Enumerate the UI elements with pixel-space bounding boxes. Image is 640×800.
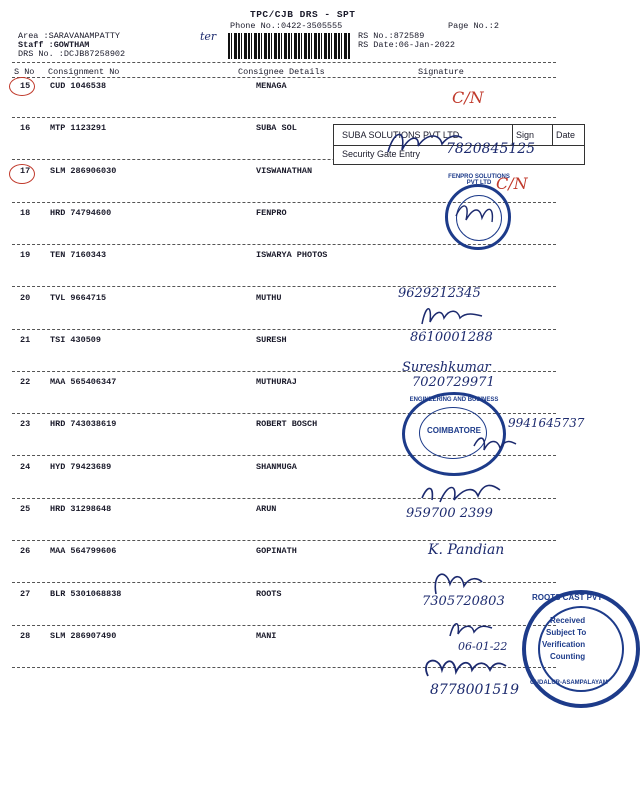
- row-25-signature: K. Pandian: [428, 542, 505, 558]
- fenpro-signature-scribble: [452, 198, 498, 228]
- row-consignee: MENAGA: [256, 81, 287, 91]
- row-consignment-no: BLR 5301068838: [50, 589, 122, 599]
- row-sno: 20: [20, 293, 31, 303]
- col-header-consignment: Consignment No: [48, 67, 120, 77]
- roots-place-text: GUDALUR-ASAMPALAYAM: [530, 680, 608, 686]
- row-26-phone: 7305720803: [422, 594, 505, 609]
- row-sno: 24: [20, 462, 31, 472]
- row-consignment-no: SLM 286906030: [50, 166, 117, 176]
- row-sno: 15: [20, 81, 31, 91]
- fenpro-ring-text: FENPRO SOLUTIONS PVT LTD: [448, 174, 510, 186]
- row-sno: 19: [20, 250, 31, 260]
- row-consignee: GOPINATH: [256, 546, 297, 556]
- row-consignment-no: HRD 74794600: [50, 208, 112, 218]
- row-24-phone: 959700 2399: [406, 506, 493, 521]
- suba-sign-label: Sign: [516, 130, 535, 140]
- row-consignment-no: TVL 9664715: [50, 293, 107, 303]
- row-consignment-no: HRD 743038619: [50, 419, 117, 429]
- suba-signature-scribble: [380, 124, 470, 164]
- page-number: Page No.:2: [448, 21, 500, 31]
- row-sno: 21: [20, 335, 31, 345]
- bosch-center-text: COIMBATORE: [427, 426, 481, 435]
- col-header-consignee: Consignee Details: [238, 67, 325, 77]
- drs-number: DRS No. :DCJB87258902: [18, 49, 126, 59]
- roots-subject-text: Subject To: [546, 628, 587, 637]
- cn-mark-row-17: C/N: [496, 174, 528, 193]
- roots-counting-text: Counting: [550, 652, 586, 661]
- column-header-rule: [12, 77, 556, 78]
- row-consignment-no: MAA 564799606: [50, 546, 117, 556]
- row-20-signature: [418, 302, 488, 328]
- row-27-date: 06-01-22: [458, 640, 508, 653]
- row-23-signature: [470, 430, 520, 456]
- row-sno: 16: [20, 123, 31, 133]
- row-consignment-no: MTP 1123291: [50, 123, 107, 133]
- row-consignee: MUTHURAJ: [256, 377, 297, 387]
- row-consignee: ARUN: [256, 504, 277, 514]
- cn-mark-row-15: C/N: [452, 88, 484, 107]
- row-sno: 18: [20, 208, 31, 218]
- row-21-signature: Sureshkumar: [402, 360, 491, 375]
- roots-received-text: Received: [550, 616, 586, 625]
- row-20-phone-bottom: 8610001288: [410, 330, 493, 345]
- col-header-signature: Signature: [418, 67, 464, 77]
- suba-handwritten-number: 7820845125: [446, 141, 536, 157]
- row-consignment-no: TSI 430509: [50, 335, 102, 345]
- row-consignment-no: SLM 286907490: [50, 631, 117, 641]
- row-consignee: MANI: [256, 631, 277, 641]
- row-consignee: SURESH: [256, 335, 287, 345]
- bosch-ring-text: ENGINEERING AND BUSINESS: [409, 397, 499, 403]
- row-consignment-no: MAA 565406347: [50, 377, 117, 387]
- document-title: TPC/CJB DRS - SPT: [250, 9, 356, 20]
- roots-verification-text: Verification: [542, 640, 586, 649]
- row-sno: 22: [20, 377, 31, 387]
- row-consignment-no: TEN 7160343: [50, 250, 107, 260]
- row-consignee: VISWANATHAN: [256, 166, 313, 176]
- header-rule: [12, 62, 556, 63]
- suba-gate-entry-label: Security Gate Entry: [342, 149, 421, 159]
- row-20-phone-top: 9629212345: [398, 286, 481, 301]
- row-divider: [12, 117, 556, 118]
- row-consignment-no: CUD 1046538: [50, 81, 107, 91]
- rs-date: RS Date:06-Jan-2022: [358, 40, 455, 50]
- row-consignee: ROOTS: [256, 589, 282, 599]
- row-consignee: FENPRO: [256, 208, 287, 218]
- row-24-signature: [418, 478, 508, 508]
- roots-cast-stamp: [522, 590, 640, 708]
- row-21-phone: 7020729971: [412, 375, 495, 390]
- row-23-phone: 9941645737: [508, 416, 585, 430]
- row-28-signature: [420, 652, 510, 686]
- suba-date-label: Date: [556, 130, 576, 140]
- row-divider: [12, 540, 556, 541]
- row-28-phone: 8778001519: [430, 682, 520, 698]
- phone-number: Phone No.:0422-3505555: [230, 21, 343, 31]
- row-sno: 23: [20, 419, 31, 429]
- row-15-circle-mark: [9, 77, 35, 96]
- suba-company-name: SUBA SOLUTIONS PVT LTD: [342, 130, 460, 140]
- row-sno: 28: [20, 631, 31, 641]
- row-consignee: MUTHU: [256, 293, 282, 303]
- roots-ring-text: ROOTS CAST PVT: [532, 593, 603, 602]
- row-consignee: ISWARYA PHOTOS: [256, 250, 328, 260]
- row-sno: 26: [20, 546, 31, 556]
- row-consignment-no: HRD 31298648: [50, 504, 112, 514]
- staff-field: Staff :GOWTHAM: [18, 40, 90, 50]
- row-consignee: SHANMUGA: [256, 462, 297, 472]
- row-consignee: ROBERT BOSCH: [256, 419, 318, 429]
- col-header-sno: S No: [14, 67, 35, 77]
- barcode: [228, 33, 350, 59]
- row-sno: 17: [20, 166, 31, 176]
- row-17-circle-mark: [9, 164, 35, 184]
- row-consignment-no: HYD 79423689: [50, 462, 112, 472]
- row-sno: 25: [20, 504, 31, 514]
- area-field: Area :SARAVANAMPATTY: [18, 31, 121, 41]
- handwritten-scribble: ter: [200, 30, 217, 43]
- row-sno: 27: [20, 589, 31, 599]
- rs-number: RS No.:872589: [358, 31, 425, 41]
- row-27-signature: [446, 616, 496, 640]
- row-consignee: SUBA SOL: [256, 123, 297, 133]
